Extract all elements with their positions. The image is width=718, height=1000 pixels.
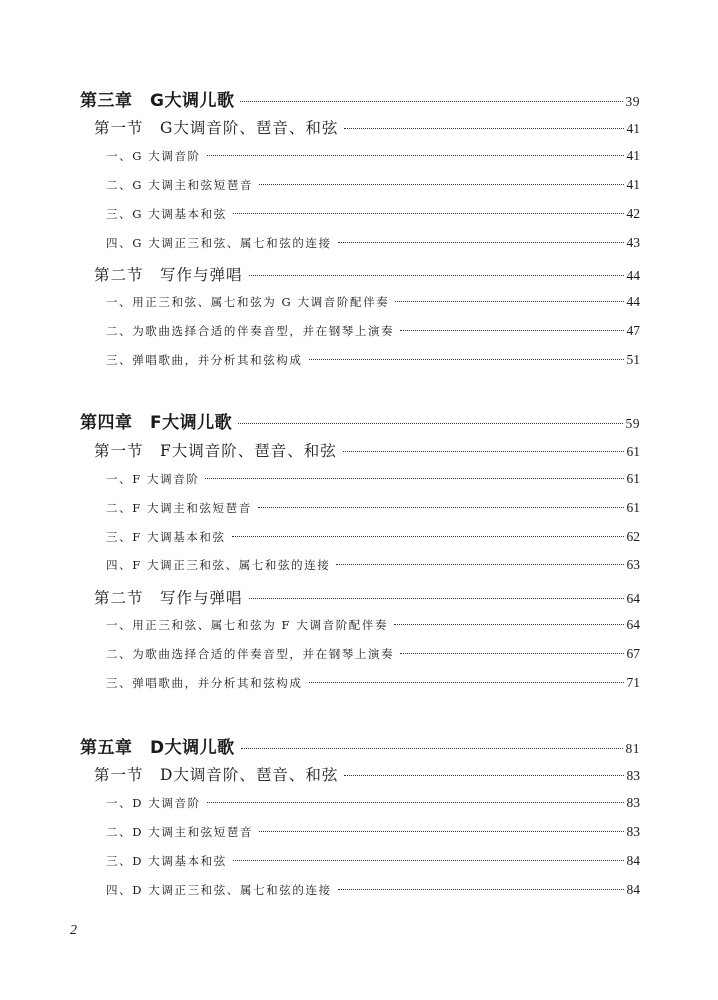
page-number: 61 (626, 471, 640, 486)
item-title: 二、为歌曲选择合适的伴奏音型，并在钢琴上演奏 (106, 324, 395, 338)
dot-leader (343, 451, 624, 452)
dot-leader (395, 301, 623, 302)
toc-item[interactable] (106, 352, 640, 368)
section-title: 第一节 D大调音阶、琶音、和弦 (94, 766, 339, 784)
toc-item[interactable] (106, 206, 640, 222)
dot-leader (249, 598, 624, 599)
page-number: 44 (626, 294, 640, 309)
toc-section[interactable] (94, 116, 640, 138)
page-number: 43 (626, 235, 640, 250)
toc-section[interactable] (94, 439, 640, 461)
toc-item[interactable] (106, 294, 640, 310)
item-title: 二、G 大调主和弦短琶音 (106, 178, 254, 192)
page-number: 81 (625, 741, 640, 756)
toc-item[interactable] (106, 824, 640, 840)
page-number: 84 (626, 853, 640, 868)
item-title: 四、G 大调正三和弦、属七和弦的连接 (106, 236, 332, 250)
toc-item[interactable] (106, 500, 640, 516)
toc-item[interactable] (106, 235, 640, 251)
dot-leader (258, 507, 624, 508)
item-title: 一、用正三和弦、属七和弦为 G 大调音阶配伴奏 (106, 295, 390, 309)
section-title: 第二节 写作与弹唱 (94, 589, 243, 607)
toc-item[interactable] (106, 148, 640, 164)
dot-leader (394, 624, 623, 625)
dot-leader (232, 536, 624, 537)
page-number: 63 (626, 557, 640, 572)
item-title: 一、F 大调音阶 (106, 472, 200, 486)
toc-item[interactable] (106, 795, 640, 811)
page-number: 83 (626, 824, 640, 839)
toc-section[interactable] (94, 586, 640, 608)
item-title: 四、F 大调正三和弦、属七和弦的连接 (106, 558, 331, 572)
dot-leader (344, 775, 623, 776)
toc-item[interactable] (106, 471, 640, 487)
dot-leader (249, 275, 624, 276)
item-title: 一、G 大调音阶 (106, 149, 201, 163)
toc-item[interactable] (106, 882, 640, 898)
dot-leader (240, 101, 622, 102)
page-number: 84 (626, 882, 640, 897)
dot-leader (233, 213, 624, 214)
section-title: 第二节 写作与弹唱 (94, 266, 243, 284)
page-number: 51 (626, 352, 640, 367)
toc-item[interactable] (106, 617, 640, 633)
chapter-title: 第三章 G大调儿歌 (80, 91, 235, 111)
item-title: 三、D 大调基本和弦 (106, 854, 227, 868)
dot-leader (238, 423, 622, 424)
dot-leader (400, 330, 623, 331)
toc-chapter[interactable] (80, 733, 640, 758)
page-number: 83 (626, 795, 640, 810)
item-title: 三、弹唱歌曲，并分析其和弦构成 (106, 676, 303, 690)
page-number: 71 (626, 675, 640, 690)
toc-item[interactable] (106, 529, 640, 545)
page-number: 67 (626, 646, 640, 661)
toc-item[interactable] (106, 557, 640, 573)
dot-leader (205, 478, 623, 479)
dot-leader (207, 802, 624, 803)
page-number: 42 (626, 206, 640, 221)
page-number: 64 (626, 591, 640, 606)
page-number: 39 (625, 94, 640, 109)
item-title: 一、用正三和弦、属七和弦为 F 大调音阶配伴奏 (106, 618, 389, 632)
toc-item[interactable] (106, 853, 640, 869)
page-number: 59 (625, 416, 640, 431)
item-title: 一、D 大调音阶 (106, 796, 201, 810)
page-number: 61 (626, 444, 640, 459)
page-number: 61 (626, 500, 640, 515)
chapter-title: 第五章 D大调儿歌 (80, 738, 235, 758)
toc-section[interactable] (94, 763, 640, 785)
dot-leader (259, 184, 623, 185)
toc-section[interactable] (94, 263, 640, 285)
item-title: 三、G 大调基本和弦 (106, 207, 227, 221)
toc-chapter[interactable] (80, 86, 640, 111)
section-title: 第一节 F大调音阶、琶音、和弦 (94, 442, 337, 460)
dot-leader (259, 831, 623, 832)
dot-leader (338, 889, 624, 890)
dot-leader (241, 748, 623, 749)
dot-leader (400, 653, 623, 654)
page-number: 64 (626, 617, 640, 632)
dot-leader (336, 564, 623, 565)
item-title: 二、F 大调主和弦短琶音 (106, 501, 252, 515)
toc-item[interactable] (106, 675, 640, 691)
page-number: 44 (626, 268, 640, 283)
item-title: 三、弹唱歌曲，并分析其和弦构成 (106, 353, 303, 367)
section-title: 第一节 G大调音阶、琶音、和弦 (94, 119, 339, 137)
item-title: 三、F 大调基本和弦 (106, 530, 226, 544)
page-number: 41 (626, 148, 640, 163)
dot-leader (338, 242, 624, 243)
dot-leader (309, 682, 624, 683)
toc-chapter[interactable] (80, 408, 640, 433)
toc-item[interactable] (106, 646, 640, 662)
page-number: 62 (626, 529, 640, 544)
toc-item[interactable] (106, 177, 640, 193)
item-title: 二、为歌曲选择合适的伴奏音型，并在钢琴上演奏 (106, 647, 395, 661)
dot-leader (309, 359, 624, 360)
page-number: 41 (626, 177, 640, 192)
item-title: 二、D 大调主和弦短琶音 (106, 825, 254, 839)
dot-leader (344, 128, 623, 129)
page-number: 83 (626, 768, 640, 783)
dot-leader (207, 155, 624, 156)
toc-item[interactable] (106, 323, 640, 339)
item-title: 四、D 大调正三和弦、属七和弦的连接 (106, 883, 332, 897)
page-folio: 2 (70, 923, 77, 938)
chapter-title: 第四章 F大调儿歌 (80, 413, 233, 433)
dot-leader (233, 860, 624, 861)
page-number: 47 (626, 323, 640, 338)
page-number: 41 (626, 121, 640, 136)
